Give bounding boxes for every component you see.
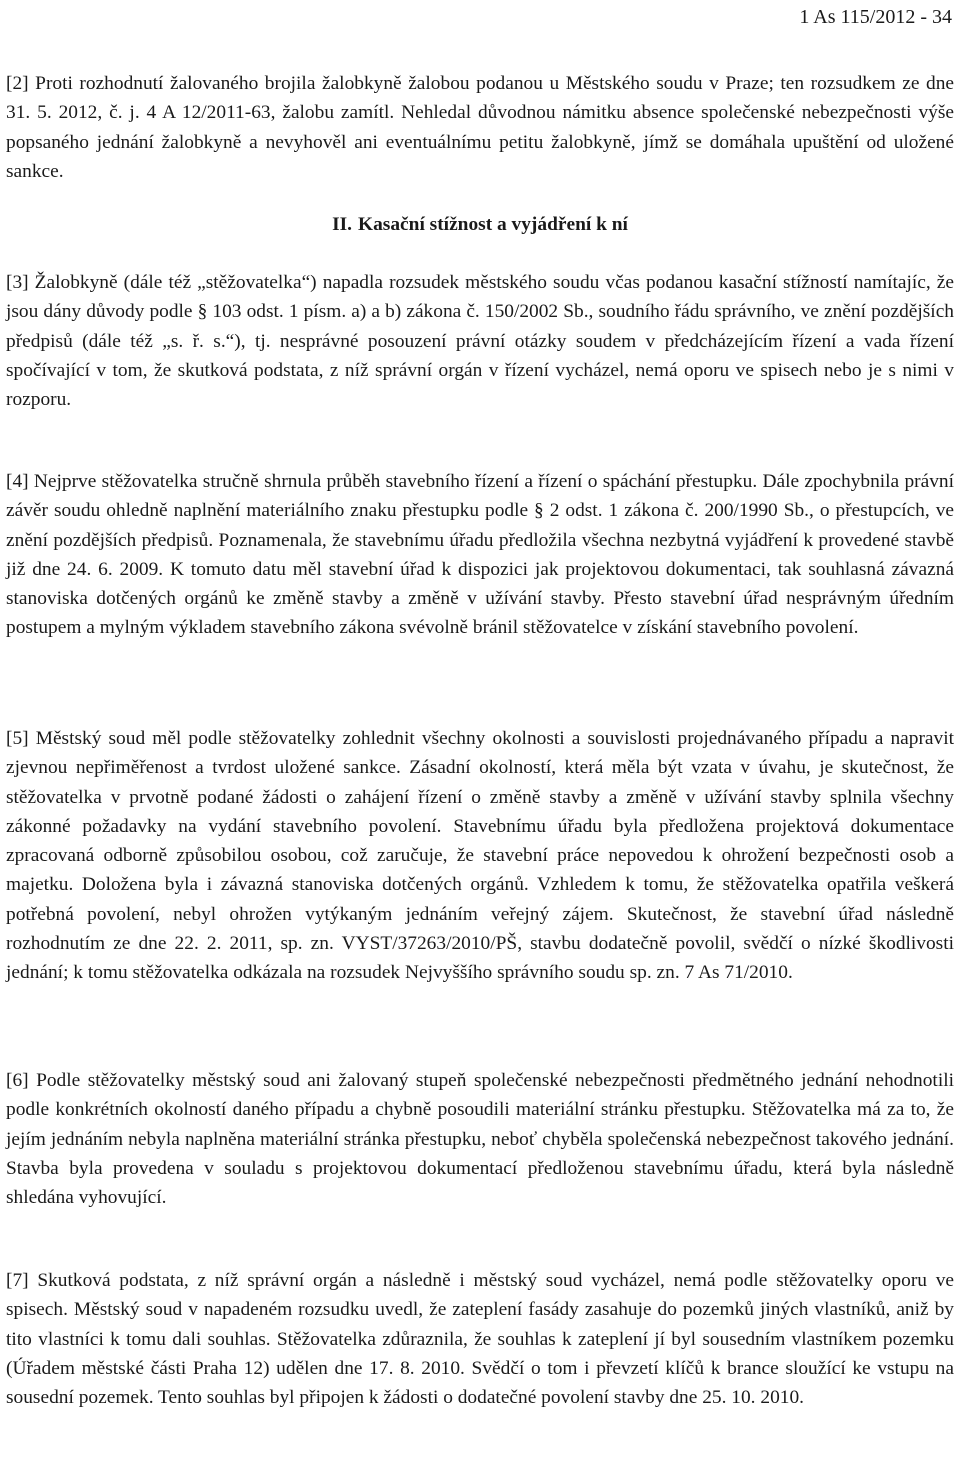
paragraph-6: [6] Podle stěžovatelky městský soud ani žalovaný stupeň společenské nebezpečnosti předmětného jednání nehodnotili podle konkrétních okolností daného případu a chybně posoudili materiální stránku přestupku. Stěžovatelka má za to, že jejím jednáním nebyla naplněna materiální stránka přestupku, neboť chyběla společenská nebezpečnost takového jednání. Stavba byla provedena v souladu s projektovou dokumentací předloženou stavebnímu úřadu, která byla následně shledána vyhovující. — [6, 1070, 954, 1209]
paragraph-4: [4] Nejprve stěžovatelka stručně shrnula průběh stavebního řízení a řízení o spáchání přestupku. Dále zpochybnila právní závěr soudu ohledně naplnění materiálního znaku přestupku podle § 2 odst. 1 zákona č. 200/1990 Sb., o přestupcích, ve znění pozdějších předpisů. Poznamenala, že stavebnímu úřadu předložila všechna nezbytná vyjádření k provedené stavbě již dne 24. 6. 2009. K tomuto datu měl stavební úřad k dispozici jak projektovou dokumentaci, tak souhlasná závazná stanoviska dotčených orgánů ke změně stavby a změně v užívání stavby. Přesto stavební úřad nesprávným úředním postupem a mylným výkladem stavebního zákona svévolně bránil stěžovatelce v získání stavebního povolení. — [6, 471, 954, 639]
paragraph-7: [7] Skutková podstata, z níž správní orgán a následně i městský soud vycházel, nemá podle stěžovatelky oporu ve spisech. Městský soud v napadeném rozsudku uvedl, že zateplení fasády zasahuje do pozemků jiných vlastníků, aniž by tito vlastníci k tomu dali souhlas. Stěžovatelka zdůraznila, že souhlas k zateplení jí byl sousedním vlastníkem pozemku (Úřadem městské části Praha 12) udělen dne 17. 8. 2010. Svědčí o tom i převzetí klíčů k brance sloužící ke vstupu na sousední pozemek. Tento souhlas byl připojen k žádosti o dodatečné povolení stavby dne 25. 10. 2010. — [6, 1270, 954, 1409]
section-heading — [0, 210, 960, 239]
section-number: II. — [332, 214, 353, 235]
paragraph-3: [3] Žalobkyně (dále též „stěžovatelka“) napadla rozsudek městského soudu včas podanou kasační stížností namítajíc, že jsou dány důvody podle § 103 odst. 1 písm. a) a b) zákona č. 150/2002 Sb., soudního řádu správního, ve znění pozdějších předpisů (dále též „s. ř. s.“), tj. nesprávné posouzení právní otázky soudem v předcházejícím řízení a vada řízení spočívající v tom, že skutková podstata, z níž správní orgán v řízení vycházel, nemá oporu ve spisech nebo je s nimi v rozporu. — [6, 272, 954, 411]
page-reference-header: 1 As 115/2012 - 34 — [799, 6, 952, 28]
section-title: Kasační stížnost a vyjádření k ní — [358, 214, 628, 235]
paragraph-2: [2] Proti rozhodnutí žalovaného brojila žalobkyně žalobou podanou u Městského soudu v Praze; ten rozsudkem ze dne 31. 5. 2012, č. j. 4 A 12/2011-63, žalobu zamítl. Nehledal důvodnou námitku absence společenské nebezpečnosti výše popsaného jednání žalobkyně a nevyhověl ani eventuálnímu petitu žalobkyně, jímž se domáhala upuštění od uložené sankce. — [6, 73, 954, 182]
paragraph-5: [5] Městský soud měl podle stěžovatelky zohlednit všechny okolnosti a souvislosti projednávaného případu a napravit zjevnou nepřiměřenost a tvrdost uložené sankce. Zásadní okolností, která měla být vzata v úvahu, je skutečnost, že stěžovatelka v prvotně podané žádosti o zahájení řízení o změně stavby a změně v užívání stavby splnila všechny zákonné požadavky na vydání stavebního povolení. Stavebnímu úřadu byla předložena projektová dokumentace zpracovaná odborně způsobilou osobou, což zaručuje, že stavební práce nepovedou k ohrožení bezpečnosti osob a majetku. Doložena byla i závazná stanoviska dotčených orgánů. Vzhledem k tomu, že stěžovatelka opatřila veškerá potřebná povolení, nebyl ohrožen vytýkaným jednáním veřejný zájem. Skutečnost, že stavební úřad následně rozhodnutím ze dne 22. 2. 2011, sp. zn. VYST/37263/2010/PŠ, stavbu dodatečně povolil, svědčí o nízké škodlivosti jednání; k tomu stěžovatelka odkázala na rozsudek Nejvyššího správního soudu sp. zn. 7 As 71/2010. — [6, 728, 954, 984]
